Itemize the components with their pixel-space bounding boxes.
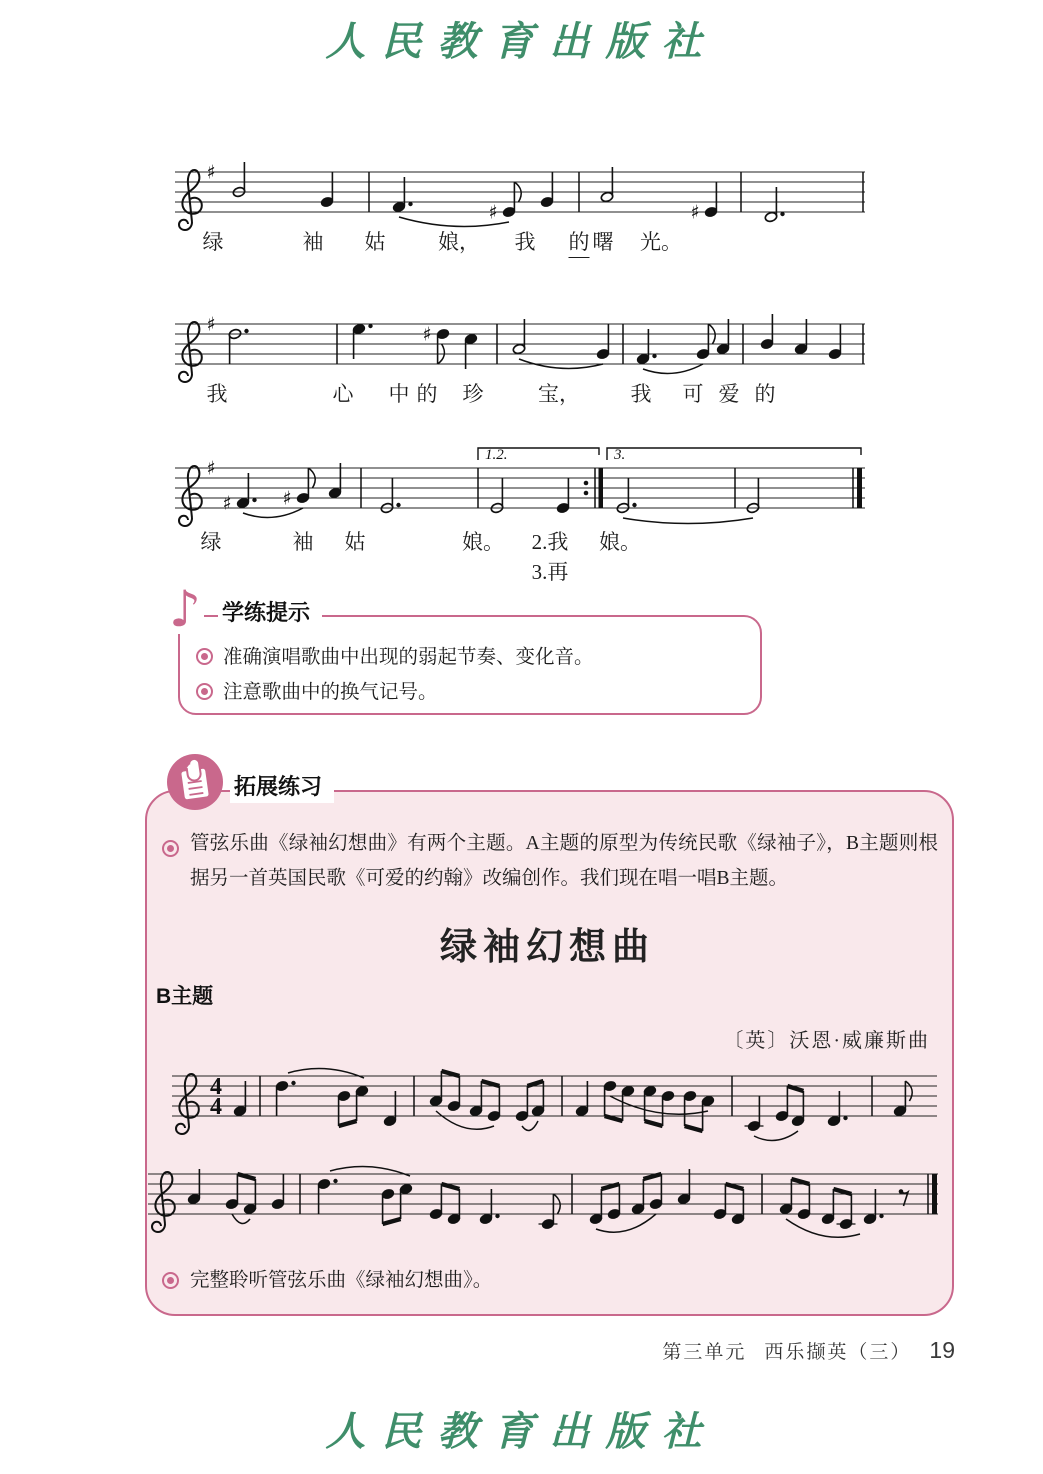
lyric-syllable: 中 [388,382,410,406]
lyric-syllable: 光。 [640,230,682,254]
lyric-syllable: 珍 [462,382,484,406]
lyrics-row-3-verse3 [175,556,865,586]
lyric-syllable: 姑 [364,230,386,254]
lyric-syllable: 的 [754,382,776,406]
lyric-syllable: 绿 [200,530,222,554]
svg-text:♯: ♯ [222,492,232,515]
tips-item-1: 准确演唱歌曲中出现的弱起节奏、变化音。 [223,647,594,668]
lyrics-row-2 [175,378,865,408]
lyric-syllable: 3.再 [531,560,569,584]
svg-text:3.: 3. [614,447,626,463]
bullet-icon [162,1272,179,1289]
eighth-note-icon: ♪ [166,584,204,634]
lyric-syllable: 可 [682,382,704,406]
extension-outro-text: 完整聆听管弦乐曲《绿袖幻想曲》。 [190,1270,493,1291]
svg-text:4: 4 [210,1074,222,1100]
lyric-syllable: 娘， [438,230,480,254]
footer-unit: 第三单元 [662,1342,747,1363]
lyric-syllable: 爱 [718,382,740,406]
theme-b-staff-2 [148,1160,938,1248]
lyric-syllable: 娘。 [462,530,504,554]
bullet-icon [196,648,213,665]
svg-text:♯: ♯ [282,487,292,510]
svg-text:♯: ♯ [206,457,216,480]
extension-box-title: 拓展练习 [230,768,334,803]
svg-text:♯: ♯ [488,201,498,224]
page-footer [662,1337,955,1364]
svg-text:♯: ♯ [422,323,432,346]
footer-section: 西乐撷英（三） [764,1342,912,1363]
theme-b-label: B主题 [156,985,214,1008]
lyric-syllable: 娘。 [599,530,641,554]
page-number: 19 [929,1337,955,1363]
svg-text:♯: ♯ [690,201,700,224]
tips-box-title: 学练提示 [218,594,322,629]
theme-b-staff-1 [172,1062,937,1150]
lyric-syllable: 袖 [292,530,314,554]
lyric-syllable: 姑 [344,530,366,554]
svg-text:♯: ♯ [206,161,216,184]
bullet-icon [162,840,179,857]
bullet-icon [196,683,213,700]
lyric-syllable: 的 [416,382,438,406]
lyrics-row-3 [175,526,865,556]
lyric-syllable: 2.我 [531,530,569,554]
lyric-syllable: 的 [569,226,590,258]
publisher-logo-bottom: 人民教育出版社 [325,1408,718,1455]
lyrics-row-1 [175,226,865,256]
publisher-logo-top: 人民教育出版社 [325,18,718,65]
lyric-syllable: 我 [630,382,652,406]
extension-intro-text: 管弦乐曲《绿袖幻想曲》有两个主题。A主题的原型为传统民歌《绿袖子》，B主题则根据另一首英国民歌《可爱的约翰》改编创作。我们现在唱一唱B主题。 [190,833,938,889]
clipboard-icon [164,751,226,813]
lyric-syllable: 曙 [592,230,614,254]
lyric-syllable: 我 [206,382,228,406]
lyric-syllable: 绿 [202,230,224,254]
piece-title: 绿袖幻想曲 [440,927,655,968]
svg-text:♯: ♯ [206,313,216,336]
lyric-syllable: 袖 [302,230,324,254]
lyric-syllable: 心 [332,382,354,406]
lyric-syllable: 我 [514,230,536,254]
svg-text:4: 4 [210,1094,222,1120]
composer-credit: 〔英〕沃恩·威廉斯曲 [723,1030,930,1052]
tips-item-2: 注意歌曲中的换气记号。 [223,682,438,703]
lyric-syllable: 宝， [538,382,580,406]
svg-text:1.2.: 1.2. [485,447,508,463]
